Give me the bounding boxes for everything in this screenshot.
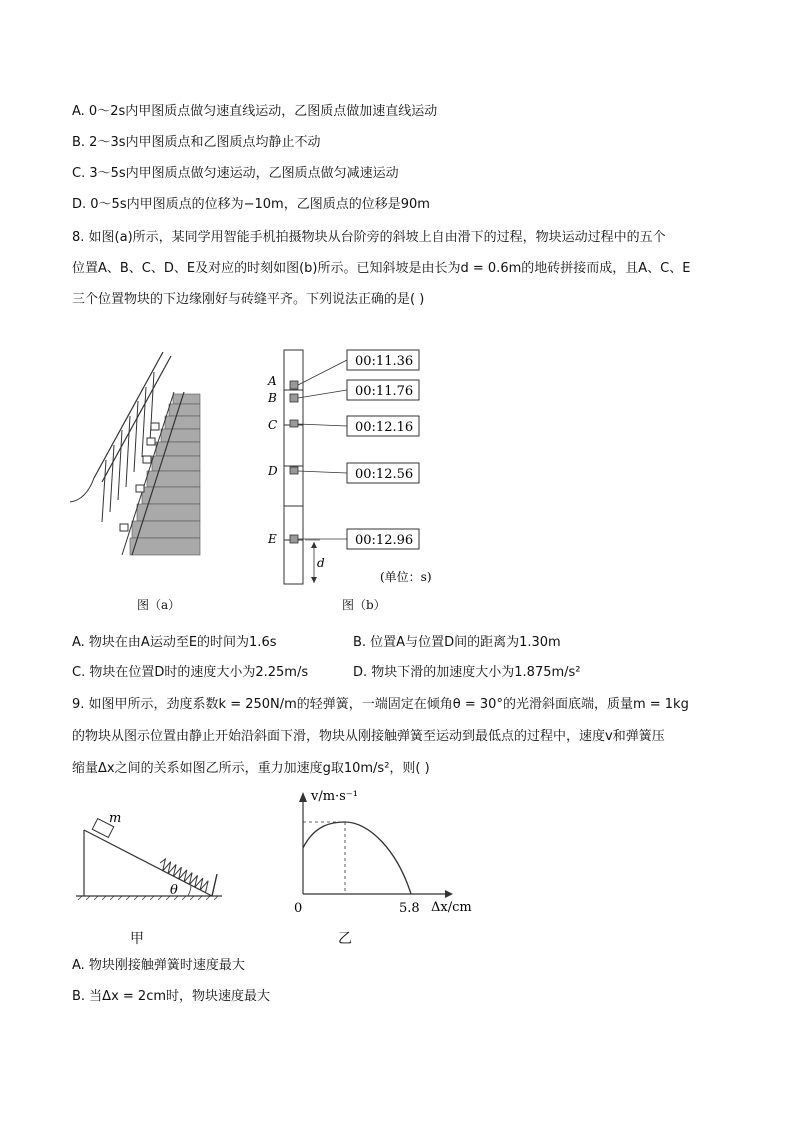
q8-stem-line2: 位置A、B、C、D、E及对应的时刻如图(b)所示。已知斜坡是由长为d = 0.6m的地砖拼接而成，且A、C、E: [72, 261, 691, 276]
fig-b-unit: (单位：s): [380, 570, 432, 584]
time-e: 00:12.96: [355, 533, 414, 548]
q9-stem-line3: 缩量Δx之间的关系如图乙所示，重力加速度g取10m/s²，则( ): [72, 761, 430, 776]
graph-x-end-label: 5.8: [399, 901, 420, 916]
q8-stem-line3: 三个位置物块的下边缘刚好与砖缝平齐。下列说法正确的是( ): [72, 292, 425, 307]
time-c: 00:12.16: [355, 420, 414, 435]
time-b: 00:11.76: [355, 384, 414, 399]
time-d: 00:12.56: [355, 467, 414, 482]
q8-option-d: D. 物块下滑的加速度大小为1.875m/s²: [353, 665, 581, 680]
figure-a-staircase: [66, 352, 206, 562]
q9-option-a: A. 物块刚接触弹簧时速度最大: [72, 958, 245, 973]
figure-b-timeline: [262, 345, 452, 590]
position-label-d: D: [268, 464, 278, 478]
graph-x-axis-label: Δx/cm: [431, 900, 472, 915]
q7-option-b: B. 2～3s内甲图质点和乙图质点均静止不动: [72, 135, 321, 150]
graph-y-axis-label: v/m·s⁻¹: [311, 789, 358, 804]
figure-yi-graph: [285, 786, 485, 921]
figure-a-caption: 图（a）: [137, 598, 181, 612]
figure-jia-caption: 甲: [130, 931, 144, 947]
q7-option-d: D. 0～5s内甲图质点的位移为−10m，乙图质点的位移是90m: [72, 197, 430, 212]
q8-stem-line1: 8. 如图(a)所示，某同学用智能手机拍摄物块从台阶旁的斜坡上自由滑下的过程，物块运动过程中的五个: [72, 230, 666, 245]
time-a: 00:11.36: [355, 354, 414, 369]
q7-option-c: C. 3～5s内甲图质点做匀速运动，乙图质点做匀减速运动: [72, 166, 399, 181]
figure-b-caption: 图（b）: [342, 598, 386, 612]
position-label-b: B: [268, 391, 277, 405]
q9-stem-line2: 的物块从图示位置由静止开始沿斜面下滑，物块从刚接触弹簧至运动到最低点的过程中，速度v和弹簧压: [72, 729, 665, 744]
fig-b-d-label: d: [317, 556, 325, 570]
q8-option-b: B. 位置A与位置D间的距离为1.30m: [353, 635, 561, 650]
q8-option-c: C. 物块在位置D时的速度大小为2.25m/s: [72, 665, 309, 680]
position-label-c: C: [268, 418, 278, 432]
position-label-e: E: [268, 532, 277, 546]
position-label-a: A: [268, 374, 277, 388]
figure-yi-caption: 乙: [338, 931, 352, 947]
q9-option-b: B. 当Δx = 2cm时，物块速度最大: [72, 989, 271, 1004]
q7-option-a: A. 0～2s内甲图质点做匀速直线运动，乙图质点做加速直线运动: [72, 104, 438, 119]
graph-origin-label: 0: [294, 901, 303, 916]
figure-jia-incline: [74, 808, 224, 908]
q9-stem-line1: 9. 如图甲所示，劲度系数k = 250N/m的轻弹簧，一端固定在倾角θ = 30°的光滑斜面底端，质量m = 1kg: [72, 697, 689, 712]
fig-jia-mass-label: m: [109, 811, 122, 826]
q8-option-a: A. 物块在由A运动至E的时间为1.6s: [72, 635, 277, 650]
fig-jia-angle-label: θ: [170, 883, 178, 898]
